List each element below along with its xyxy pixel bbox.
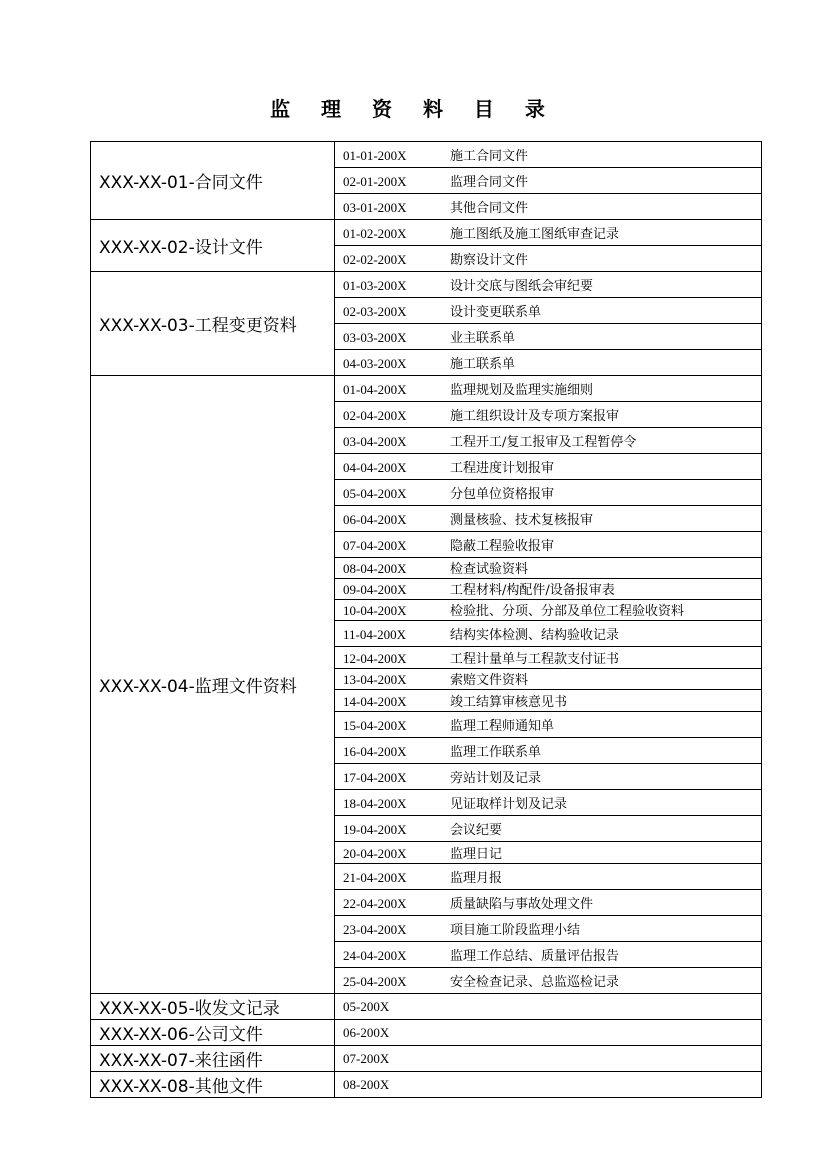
item-code: 04-03-200X — [343, 355, 407, 371]
item-code: 01-03-200X — [343, 277, 407, 293]
group-label: XXX-XX-08-其他文件 — [91, 1072, 335, 1098]
catalog-table — [90, 141, 762, 1098]
item-name: 勘察设计文件 — [450, 252, 529, 268]
item-name: 结构实体检测、结构验收记录 — [450, 627, 620, 643]
item-name: 监理日记 — [450, 846, 503, 862]
item-name: 监理工程师通知单 — [450, 718, 555, 734]
item-name: 分包单位资格报审 — [450, 486, 555, 502]
item-code: 21-04-200X — [343, 869, 407, 885]
page-title: 监 理 资 料 目 录 — [270, 97, 557, 121]
item-name: 工程材料/构配件/设备报审表 — [450, 583, 615, 598]
group-label: XXX-XX-07-来往函件 — [91, 1046, 335, 1072]
item-code: 05-200X — [343, 998, 390, 1014]
item-name: 施工合同文件 — [450, 148, 529, 164]
item-code: 06-04-200X — [343, 511, 407, 527]
item-code: 13-04-200X — [343, 672, 407, 687]
group-label: XXX-XX-05-收发文记录 — [91, 994, 335, 1020]
item-name: 监理工作联系单 — [450, 744, 542, 760]
group-label: XXX-XX-03-工程变更资料 — [91, 272, 335, 376]
item-code: 03-04-200X — [343, 433, 407, 449]
table-row — [91, 1046, 762, 1072]
item-code: 01-02-200X — [343, 225, 407, 241]
item-code: 08-200X — [343, 1076, 390, 1092]
item-name: 隐蔽工程验收报审 — [450, 538, 555, 554]
item-name: 施工联系单 — [450, 356, 516, 372]
item-code: 18-04-200X — [343, 795, 407, 811]
group-label: XXX-XX-04-监理文件资料 — [91, 376, 335, 994]
item-code: 03-03-200X — [343, 329, 407, 345]
item-code: 01-01-200X — [343, 147, 407, 163]
item-name: 安全检查记录、总监巡检记录 — [450, 974, 620, 990]
item-name: 工程计量单与工程款支付证书 — [450, 651, 620, 667]
item-name: 设计交底与图纸会审纪要 — [450, 278, 594, 294]
item-code: 12-04-200X — [343, 650, 407, 666]
table-row — [91, 220, 762, 246]
item-name: 检验批、分项、分部及单位工程验收资料 — [450, 604, 685, 619]
item-name: 项目施工阶段监理小结 — [450, 922, 581, 938]
item-code: 19-04-200X — [343, 821, 407, 837]
item-code: 06-200X — [343, 1024, 390, 1040]
item-name: 索赔文件资料 — [450, 673, 529, 688]
item-code: 08-04-200X — [343, 561, 407, 576]
item-code: 23-04-200X — [343, 921, 407, 937]
item-name: 监理规划及监理实施细则 — [450, 382, 594, 398]
table-row — [91, 272, 762, 298]
group-label: XXX-XX-06-公司文件 — [91, 1020, 335, 1046]
item-code: 10-04-200X — [343, 603, 407, 618]
item-code: 16-04-200X — [343, 743, 407, 759]
item-name: 检查试验资料 — [450, 562, 529, 577]
item-name: 监理月报 — [450, 870, 503, 886]
item-code: 14-04-200X — [343, 693, 407, 709]
item-code: 02-03-200X — [343, 303, 407, 319]
item-code: 25-04-200X — [343, 973, 407, 989]
item-code: 02-02-200X — [343, 251, 407, 267]
group-label: XXX-XX-02-设计文件 — [91, 220, 335, 272]
table-row — [91, 142, 762, 168]
item-code: 24-04-200X — [343, 947, 407, 963]
item-name: 会议纪要 — [450, 822, 503, 838]
table-row — [91, 994, 762, 1020]
item-name: 测量核验、技术复核报审 — [450, 512, 594, 528]
item-code: 07-200X — [343, 1050, 390, 1066]
item-code: 03-01-200X — [343, 199, 407, 215]
item-code: 09-04-200X — [343, 582, 407, 597]
table-row — [91, 376, 762, 402]
item-name: 质量缺陷与事故处理文件 — [450, 896, 594, 912]
item-name: 旁站计划及记录 — [450, 770, 542, 786]
item-code: 07-04-200X — [343, 537, 407, 553]
item-name: 监理合同文件 — [450, 174, 529, 190]
item-name: 设计变更联系单 — [450, 304, 542, 320]
table-row — [91, 1020, 762, 1046]
item-code: 15-04-200X — [343, 717, 407, 733]
item-name: 工程进度计划报审 — [450, 460, 555, 476]
item-code: 02-04-200X — [343, 407, 407, 423]
item-name: 工程开工/复工报审及工程暂停令 — [450, 434, 637, 450]
item-code: 05-04-200X — [343, 485, 407, 501]
item-name: 见证取样计划及记录 — [450, 796, 568, 812]
item-name: 施工图纸及施工图纸审查记录 — [450, 226, 620, 242]
item-name: 其他合同文件 — [450, 200, 529, 216]
item-code: 17-04-200X — [343, 769, 407, 785]
item-code: 11-04-200X — [343, 626, 407, 642]
item-name: 施工组织设计及专项方案报审 — [450, 408, 620, 424]
item-code: 20-04-200X — [343, 845, 407, 861]
item-name: 竣工结算审核意见书 — [450, 694, 568, 710]
item-code: 02-01-200X — [343, 173, 407, 189]
item-code: 04-04-200X — [343, 459, 407, 475]
item-name: 业主联系单 — [450, 330, 516, 346]
item-name: 监理工作总结、质量评估报告 — [450, 948, 620, 964]
group-label: XXX-XX-01-合同文件 — [91, 142, 335, 220]
table-row — [91, 1072, 762, 1098]
item-code: 22-04-200X — [343, 895, 407, 911]
item-code: 01-04-200X — [343, 381, 407, 397]
